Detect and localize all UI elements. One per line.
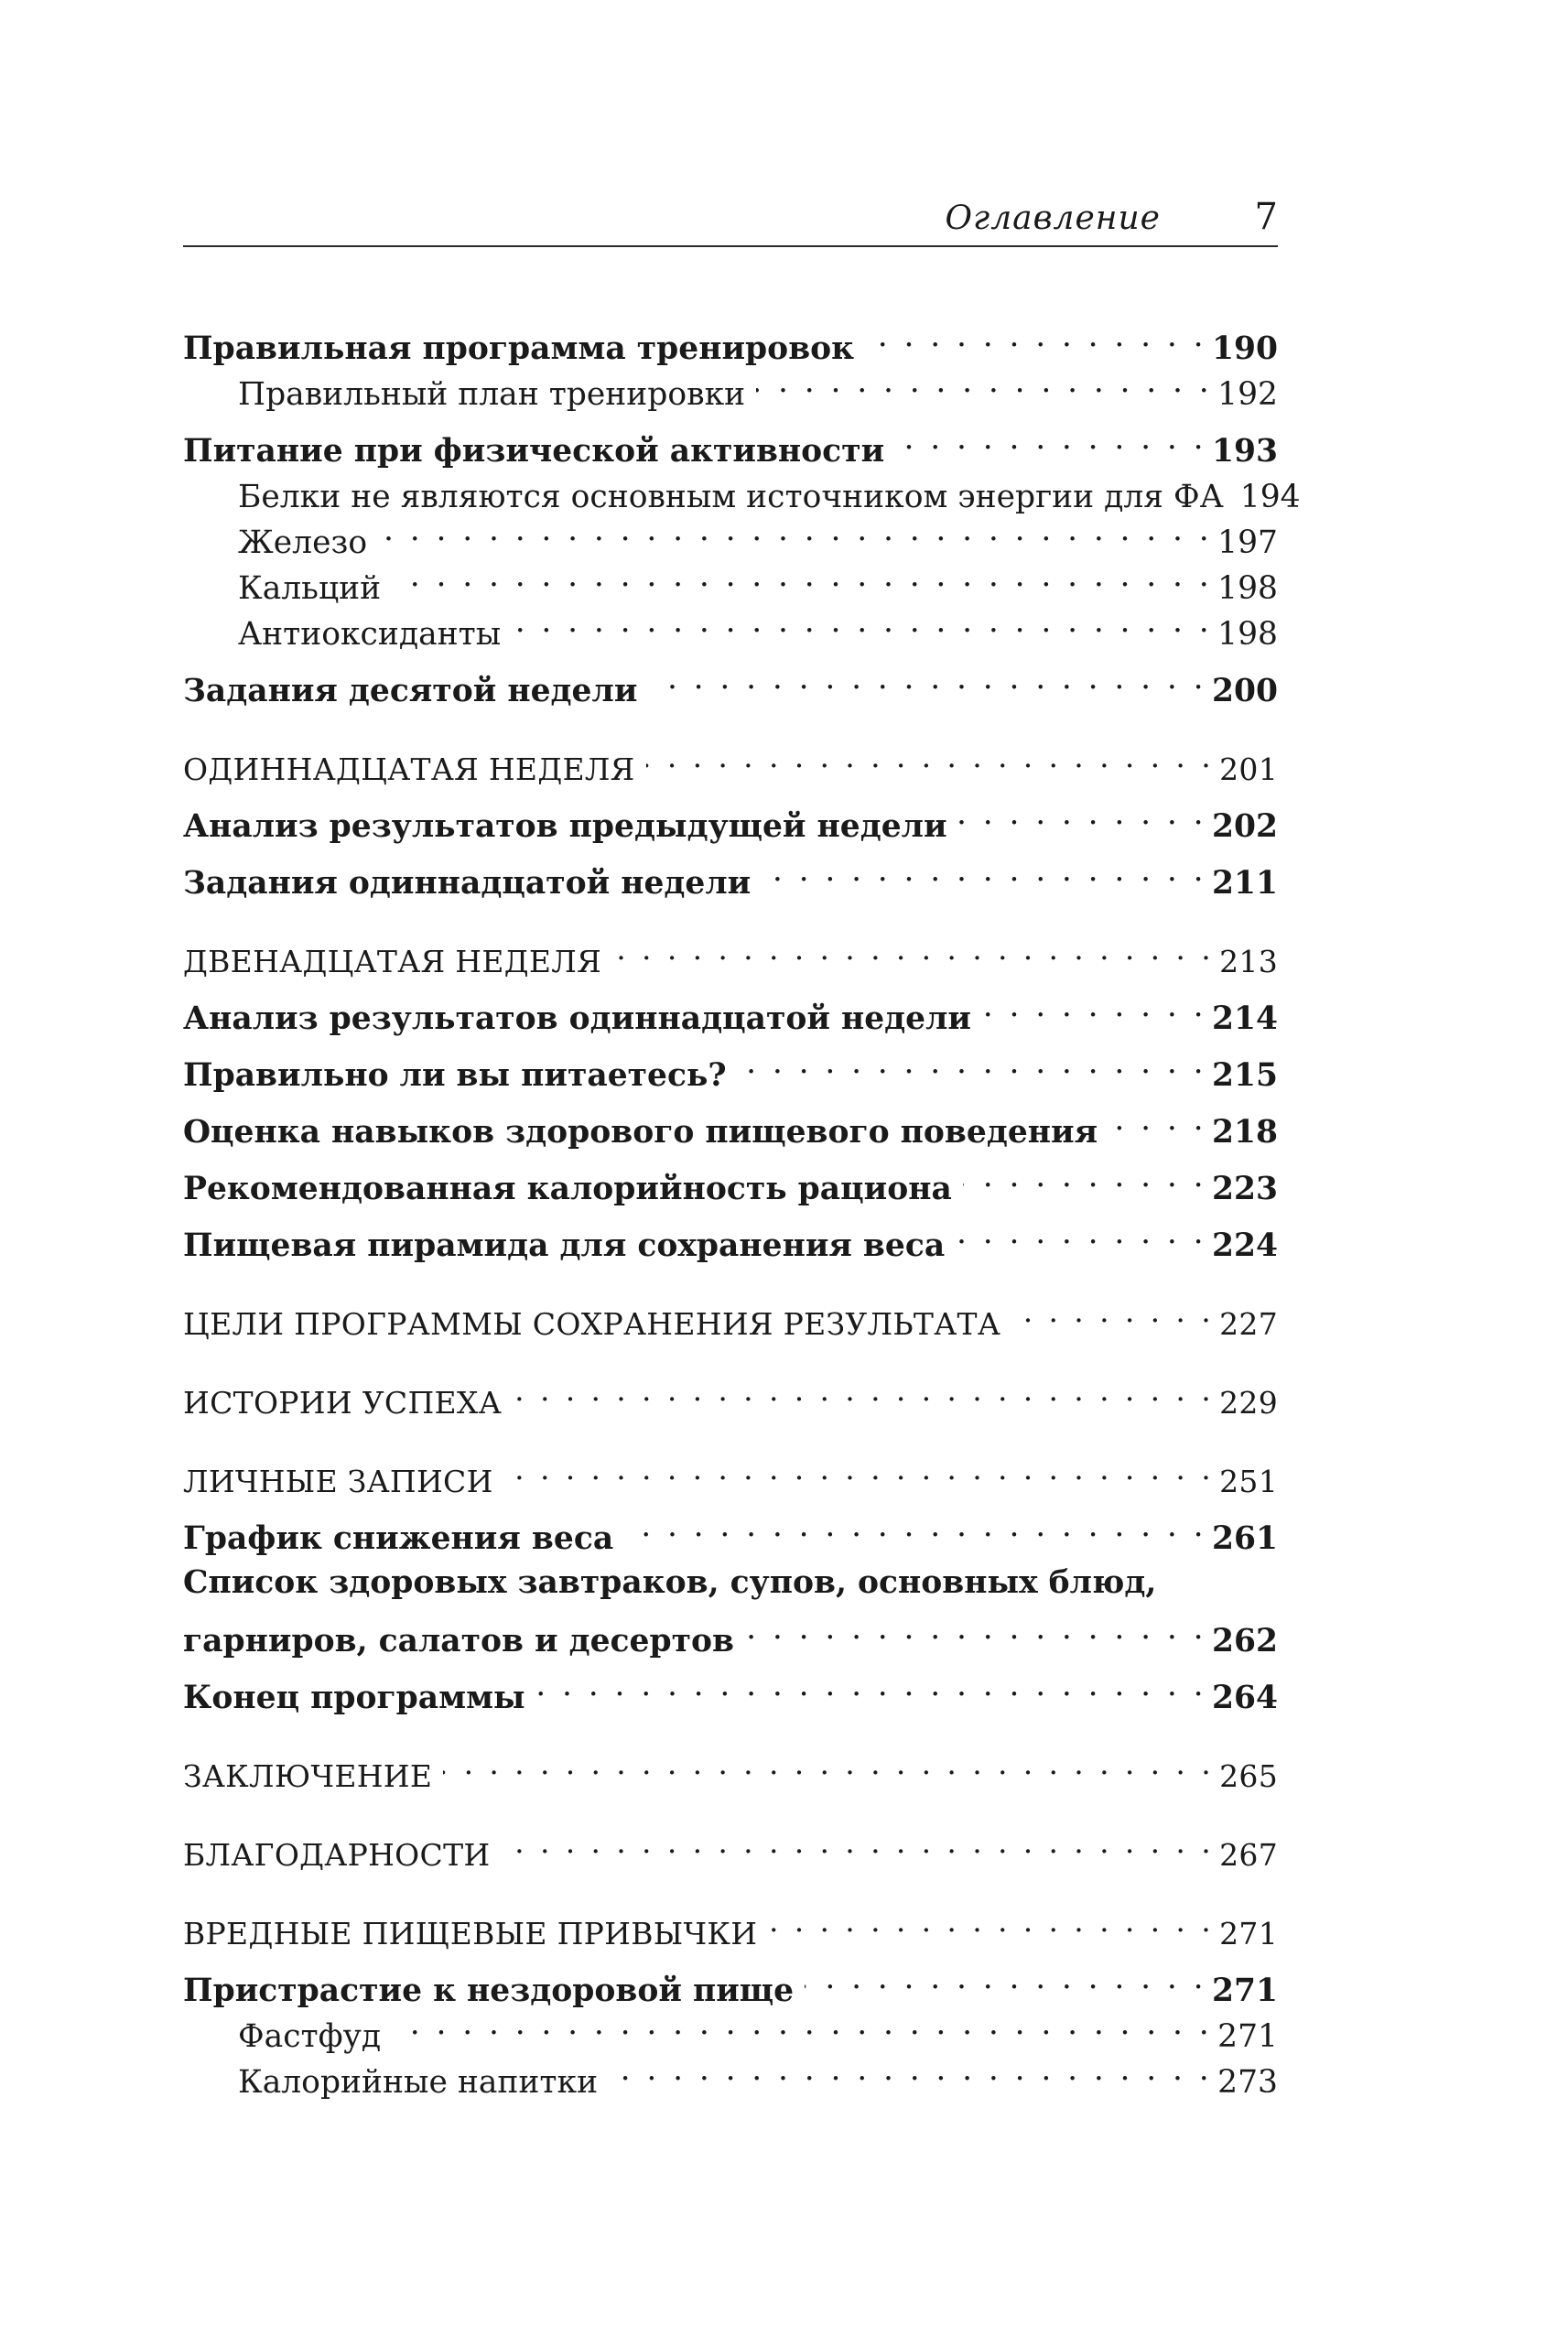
dot-leader (392, 2001, 1212, 2047)
toc-entry[interactable] (183, 791, 1278, 845)
dot-leader (609, 2047, 1212, 2092)
toc-entry-page: 214 (1211, 1000, 1278, 1037)
toc-entry-page: 201 (1219, 751, 1278, 787)
dot-leader (956, 1210, 1206, 1256)
dot-leader (1011, 1289, 1214, 1335)
dot-leader (738, 1040, 1206, 1086)
toc-entry-title: Правильно ли вы питаетесь? (183, 1057, 727, 1094)
dot-leader (536, 1662, 1206, 1708)
toc-entry[interactable] (183, 1503, 1278, 1557)
toc-entry-page: 218 (1211, 1114, 1278, 1151)
toc-entry-page: 273 (1217, 2064, 1278, 2101)
toc-entry-page: 190 (1211, 330, 1278, 367)
toc-entry-page: 271 (1217, 2018, 1278, 2055)
dot-leader (612, 926, 1214, 972)
toc-entry-page: 264 (1211, 1680, 1278, 1716)
toc-entry-page: 202 (1211, 808, 1278, 845)
toc-entry-page: 215 (1211, 1057, 1278, 1094)
toc-entry-multiline[interactable] (183, 1560, 1278, 1659)
toc-entry-page: 262 (1211, 1623, 1278, 1659)
dot-leader (895, 416, 1206, 461)
toc-entry-title: Пищевая пирамида для сохранения веса (183, 1227, 946, 1264)
toc-entry-page: 213 (1219, 944, 1278, 979)
toc-entry-page: 265 (1219, 1758, 1278, 1794)
toc-entry[interactable] (183, 848, 1278, 902)
dot-leader (745, 1605, 1206, 1651)
dot-leader (762, 848, 1206, 893)
dot-leader (501, 1820, 1214, 1865)
toc-entry-page: 251 (1219, 1464, 1278, 1499)
toc-entry[interactable] (183, 1210, 1278, 1264)
toc-entry-line2 (183, 1605, 1278, 1659)
toc-entry-title: Правильный план тренировки (238, 376, 746, 413)
toc-entry-title: Оценка навыков здорового пищевого поведения (183, 1114, 1098, 1151)
toc-entry-page: 197 (1217, 524, 1278, 561)
page-number: 7 (1254, 196, 1278, 238)
dot-leader (513, 1367, 1214, 1413)
toc-entry[interactable] (183, 1040, 1278, 1094)
toc-chapter-title: ВРЕДНЫЕ ПИЩЕВЫЕ ПРИВЫЧКИ (183, 1916, 758, 1951)
toc-entry-page: 227 (1219, 1306, 1278, 1342)
toc-chapter[interactable] (183, 1289, 1278, 1342)
toc-entry-title: Конец программы (183, 1680, 525, 1716)
toc-entry[interactable] (183, 1153, 1278, 1207)
toc-chapter-title: ЦЕЛИ ПРОГРАММЫ СОХРАНЕНИЯ РЕЗУЛЬТАТА (183, 1306, 1001, 1342)
toc-chapter[interactable] (183, 1446, 1278, 1499)
dot-leader (443, 1741, 1214, 1787)
dot-leader (648, 655, 1206, 701)
toc-entry[interactable] (183, 655, 1278, 709)
toc-chapter-title: ЛИЧНЫЕ ЗАПИСИ (183, 1464, 493, 1499)
toc-entry-page: 192 (1217, 376, 1278, 413)
toc-chapter[interactable] (183, 926, 1278, 979)
dot-leader (768, 1898, 1214, 1944)
table-of-contents (183, 313, 1301, 2101)
toc-entry-title: Анализ результатов одиннадцатой недели (183, 1000, 972, 1037)
toc-entry-page: 261 (1211, 1520, 1278, 1557)
toc-chapter[interactable] (183, 1741, 1278, 1794)
page-header (183, 179, 1278, 247)
dot-leader (756, 359, 1212, 405)
dot-leader (982, 983, 1206, 1029)
toc-entry-page: 271 (1219, 1916, 1278, 1951)
toc-chapter[interactable] (183, 734, 1278, 787)
toc-entry-title: Пристрастие к нездоровой пище (183, 1973, 795, 2009)
dot-leader (958, 791, 1206, 837)
toc-chapter-title: ИСТОРИИ УСПЕХА (183, 1385, 502, 1421)
toc-chapter[interactable] (183, 1898, 1278, 1951)
toc-entry-page: 198 (1217, 616, 1278, 653)
toc-entry-page: 271 (1211, 1973, 1278, 2009)
toc-entry-title-line1: Список здоровых завтраков, супов, основных блюд, (183, 1564, 1157, 1601)
toc-entry[interactable] (183, 983, 1278, 1037)
toc-entry-title: Питание при физической активности (183, 433, 885, 470)
toc-entry-page: 200 (1211, 673, 1278, 709)
toc-chapter-title: ОДИННАДЦАТАЯ НЕДЕЛЯ (183, 751, 635, 787)
toc-entry-title: Задания десятой недели (183, 673, 638, 709)
toc-entry-title: Антиоксиданты (238, 616, 502, 653)
dot-leader (1108, 1097, 1206, 1142)
toc-entry-page: 267 (1219, 1837, 1278, 1873)
dot-leader (805, 1955, 1206, 2001)
toc-entry-page: 224 (1211, 1227, 1278, 1264)
toc-entry-title-line2: гарниров, салатов и десертов (183, 1623, 734, 1659)
toc-entry-title: Кальций (238, 570, 382, 607)
toc-entry-page: 194 (1239, 479, 1301, 515)
toc-entry-title: Задания одиннадцатой недели (183, 865, 752, 902)
toc-chapter-title: ДВЕНАДЦАТАЯ НЕДЕЛЯ (183, 944, 602, 979)
dot-leader (865, 313, 1206, 359)
toc-entry-page: 211 (1211, 865, 1278, 902)
toc-entry-title: Железо (238, 524, 368, 561)
toc-chapter[interactable] (183, 1820, 1278, 1873)
toc-chapter[interactable] (183, 1367, 1278, 1421)
toc-entry-page: 193 (1211, 433, 1278, 470)
dot-leader (392, 553, 1212, 599)
toc-entry-page: 229 (1219, 1385, 1278, 1421)
toc-chapter-title: ЗАКЛЮЧЕНИЕ (183, 1758, 433, 1794)
dot-leader (512, 599, 1212, 644)
dot-leader (504, 1446, 1214, 1492)
toc-entry[interactable] (183, 1955, 1278, 2009)
toc-entry-title: Анализ результатов предыдущей недели (183, 808, 947, 845)
toc-entry-title: Белки не являются основным источником энергии для ФА (238, 479, 1224, 515)
toc-entry-page: 198 (1217, 570, 1278, 607)
toc-entry[interactable] (183, 1097, 1278, 1151)
dot-leader (646, 734, 1214, 780)
toc-entry-title: Рекомендованная калорийность рациона (183, 1171, 952, 1207)
toc-entry-title: График снижения веса (183, 1520, 614, 1557)
toc-entry-title: Калорийные напитки (238, 2064, 599, 2101)
running-title: Оглавление (945, 200, 1161, 237)
toc-entry[interactable] (183, 416, 1278, 470)
toc-entry-page: 223 (1211, 1171, 1278, 1207)
dot-leader (963, 1153, 1206, 1199)
toc-entry[interactable] (183, 1662, 1278, 1716)
toc-entry-title: Фастфуд (238, 2018, 382, 2055)
dot-leader (624, 1503, 1206, 1549)
toc-entry[interactable] (183, 313, 1278, 367)
dot-leader (378, 507, 1212, 553)
toc-chapter-title: БЛАГОДАРНОСТИ (183, 1837, 491, 1873)
toc-entry-title: Правильная программа тренировок (183, 330, 855, 367)
